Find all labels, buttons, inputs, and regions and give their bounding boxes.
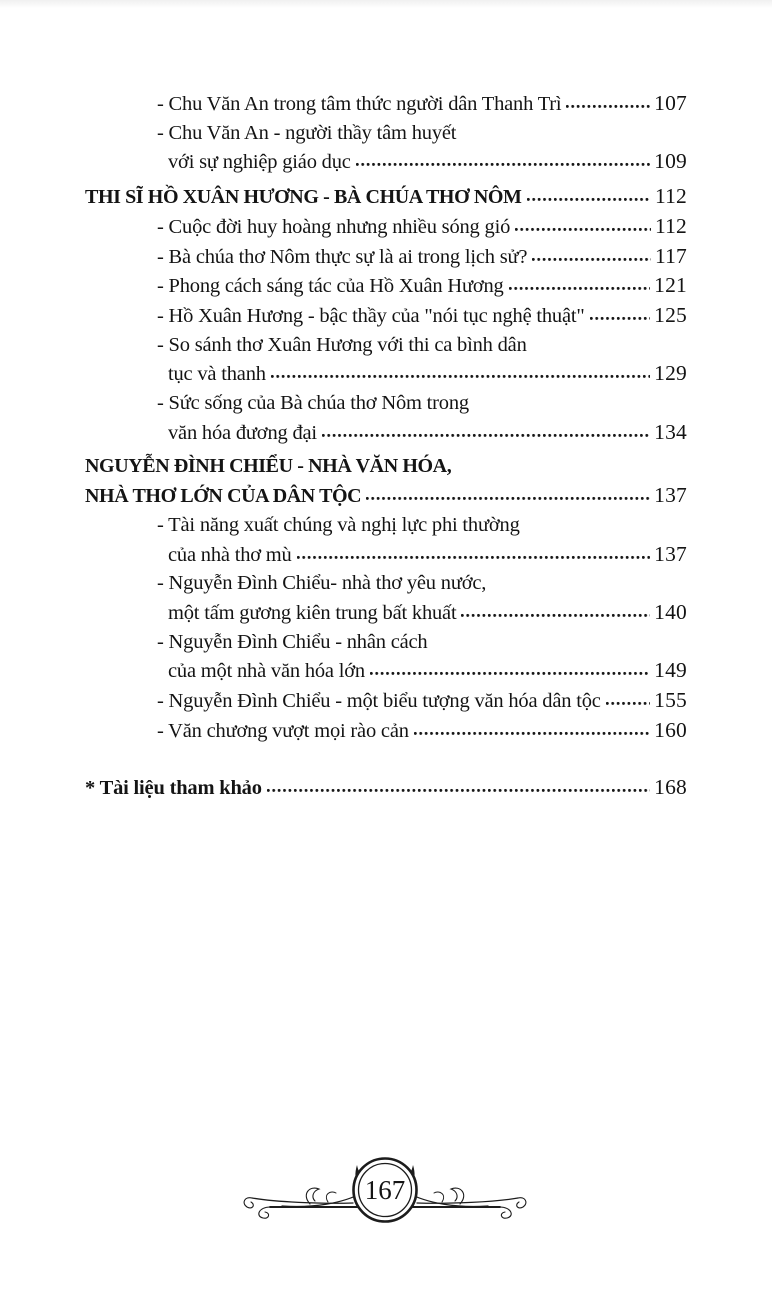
dot-leader [297, 555, 651, 560]
toc-heading [85, 481, 687, 511]
dot-leader [509, 286, 651, 291]
toc-page-number: 121 [654, 273, 687, 298]
toc-entry [85, 119, 687, 148]
toc-entry [85, 242, 687, 272]
toc-entry-text: - Tài năng xuất chúng và nghị lực phi thường [157, 513, 520, 536]
dot-leader [566, 104, 650, 109]
toc-entry [85, 147, 687, 177]
toc-entry-text: một tấm gương kiên trung bất khuất [168, 601, 457, 624]
dot-leader [366, 496, 650, 501]
toc-entry-text: - So sánh thơ Xuân Hương với thi ca bình dân [157, 333, 527, 356]
toc-entry-text: - Nguyễn Đình Chiểu - một biểu tượng văn hóa dân tộc [157, 690, 601, 713]
toc-page-number: 112 [654, 213, 687, 238]
toc-page-number: 149 [654, 658, 687, 683]
toc-entry [85, 716, 687, 746]
toc-entry-text: văn hóa đương đại [168, 421, 317, 444]
toc-entry-text: - Văn chương vượt mọi rào cản [157, 719, 409, 742]
toc-page-number: 137 [654, 483, 687, 508]
footer-ornament [240, 1142, 530, 1242]
toc-entry [85, 301, 687, 331]
toc-page-number: 109 [654, 149, 687, 174]
toc-entry [85, 656, 687, 686]
toc-entry [85, 331, 687, 360]
toc-entry [85, 569, 687, 598]
toc-page-number: 134 [654, 419, 687, 444]
toc-entry [85, 511, 687, 540]
toc-entry-text: - Cuộc đời huy hoàng nhưng nhiều sóng gió [157, 215, 511, 238]
toc-entry [85, 212, 687, 242]
toc-entry-text: của một nhà văn hóa lớn [168, 660, 365, 683]
toc-page-number: 160 [654, 717, 687, 742]
toc-entry [85, 89, 687, 119]
toc-page-number: 168 [654, 775, 687, 800]
toc-entry-text: NGUYỄN ĐÌNH CHIỂU - NHÀ VĂN HÓA, [85, 455, 452, 478]
toc-page-number: 129 [654, 361, 687, 386]
toc-entry-text: NHÀ THƠ LỚN CỦA DÂN TỘC [85, 485, 362, 508]
toc-entry-text: * Tài liệu tham khảo [85, 777, 262, 800]
dot-leader [370, 671, 650, 676]
toc-entry-text: - Chu Văn An trong tâm thức người dân Thanh Trì [157, 93, 562, 115]
toc-entry-text: - Sức sống của Bà chúa thơ Nôm trong [157, 392, 469, 415]
toc-page-number: 125 [654, 302, 687, 327]
toc-entry-text: với sự nghiệp giáo dục [168, 151, 351, 174]
toc-entry-text: - Phong cách sáng tác của Hồ Xuân Hương [157, 275, 504, 298]
toc-entry [85, 418, 687, 448]
dot-leader [606, 701, 650, 706]
dot-leader [590, 316, 651, 321]
toc-entry [85, 598, 687, 628]
toc-page-number: 140 [654, 599, 687, 624]
toc-entry-text: - Hồ Xuân Hương - bậc thầy của "nói tục nghệ thuật" [157, 304, 585, 327]
toc-page-number: 155 [654, 688, 687, 713]
dot-leader [527, 197, 651, 202]
toc-page-number: 137 [654, 541, 687, 566]
toc-entry-text: - Nguyễn Đình Chiểu- nhà thơ yêu nước, [157, 572, 487, 595]
toc-entry [85, 271, 687, 301]
dot-leader [414, 731, 650, 736]
toc-entry-text: tục và thanh [168, 363, 266, 386]
table-of-contents [85, 89, 687, 803]
page-number: 167 [364, 1175, 406, 1205]
toc-entry-text: - Nguyễn Đình Chiểu - nhân cách [157, 630, 428, 653]
toc-entry [85, 540, 687, 570]
toc-entry-text: THI SĨ HỒ XUÂN HƯƠNG - BÀ CHÚA THƠ NÔM [85, 186, 522, 209]
dot-leader [267, 788, 650, 793]
toc-reference [85, 773, 687, 803]
dot-leader [322, 433, 650, 438]
toc-entry [85, 359, 687, 389]
toc-heading [85, 452, 687, 481]
toc-page-number: 107 [654, 91, 687, 115]
toc-entry-text: - Bà chúa thơ Nôm thực sự là ai trong lịch sử? [157, 245, 528, 268]
dot-leader [461, 613, 650, 618]
dot-leader [356, 162, 650, 167]
toc-entry [85, 389, 687, 418]
dot-leader [532, 257, 651, 262]
toc-entry-text: - Chu Văn An - người thầy tâm huyết [157, 121, 457, 144]
dot-leader [515, 227, 651, 232]
footer-flourish [240, 1142, 530, 1242]
dot-leader [271, 374, 650, 379]
toc-entry [85, 686, 687, 716]
toc-page-number: 112 [654, 184, 687, 209]
toc-page-number: 117 [654, 243, 687, 268]
toc-entry [85, 628, 687, 657]
toc-entry-text: của nhà thơ mù [168, 543, 292, 566]
toc-heading [85, 182, 687, 212]
